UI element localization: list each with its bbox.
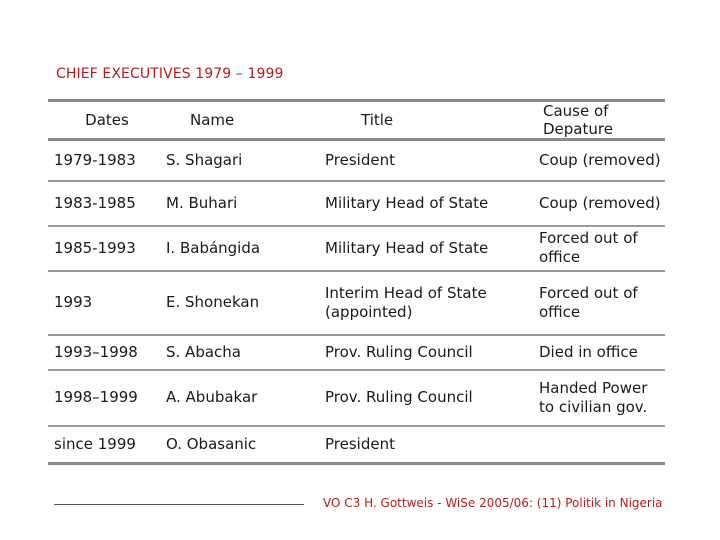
cell-name: M. Buhari xyxy=(166,193,238,212)
cell-name: S. Abacha xyxy=(166,342,241,361)
cell-dates: 1985-1993 xyxy=(54,238,136,257)
table-row xyxy=(48,181,665,226)
chief-executives-table xyxy=(48,99,665,465)
cell-title: Military Head of State xyxy=(325,193,489,212)
cell-title: Prov. Ruling Council xyxy=(325,342,473,361)
slide-footer: VO C3 H. Gottweis - WiSe 2005/06: (11) Politik in Nigeria xyxy=(323,496,663,510)
table-row xyxy=(48,370,665,426)
table-row xyxy=(48,271,665,335)
footer-divider xyxy=(54,504,304,505)
table-row xyxy=(48,335,665,370)
table-header-row xyxy=(48,101,665,140)
cell-cause: Forced out of office xyxy=(539,283,638,321)
cell-title: Interim Head of State (appointed) xyxy=(325,283,487,321)
table-row xyxy=(48,140,665,181)
cell-dates: 1993–1998 xyxy=(54,342,138,361)
cell-name: I. Babángida xyxy=(166,238,261,257)
header-name: Name xyxy=(190,111,235,129)
cell-cause: Handed Power to civilian gov. xyxy=(539,378,648,416)
cell-dates: 1979-1983 xyxy=(54,150,136,169)
cell-cause: Coup (removed) xyxy=(539,193,661,212)
cell-title: Prov. Ruling Council xyxy=(325,388,473,406)
cell-title: President xyxy=(325,150,395,169)
cell-dates: since 1999 xyxy=(54,434,136,453)
cell-dates: 1983-1985 xyxy=(54,193,136,212)
cell-cause: Died in office xyxy=(539,342,638,361)
cell-title: Military Head of State xyxy=(325,238,489,257)
slide-title: CHIEF EXECUTIVES 1979 – 1999 xyxy=(56,66,284,82)
table-row xyxy=(48,426,665,464)
cell-name: S. Shagari xyxy=(166,150,243,169)
cell-cause xyxy=(539,426,665,464)
cell-cause: Forced out of office xyxy=(539,229,638,266)
cell-cause: Coup (removed) xyxy=(539,150,661,169)
cell-name: O. Obasanic xyxy=(166,434,257,453)
header-title: Title xyxy=(361,111,394,129)
header-dates: Dates xyxy=(85,111,129,129)
cell-name: E. Shonekan xyxy=(166,293,260,311)
cell-dates: 1993 xyxy=(54,293,93,311)
cell-name: A. Abubakar xyxy=(166,388,258,406)
cell-dates: 1998–1999 xyxy=(54,388,138,406)
header-cause: Cause of Depature xyxy=(543,102,613,138)
cell-title: President xyxy=(325,434,395,453)
table-row xyxy=(48,226,665,271)
